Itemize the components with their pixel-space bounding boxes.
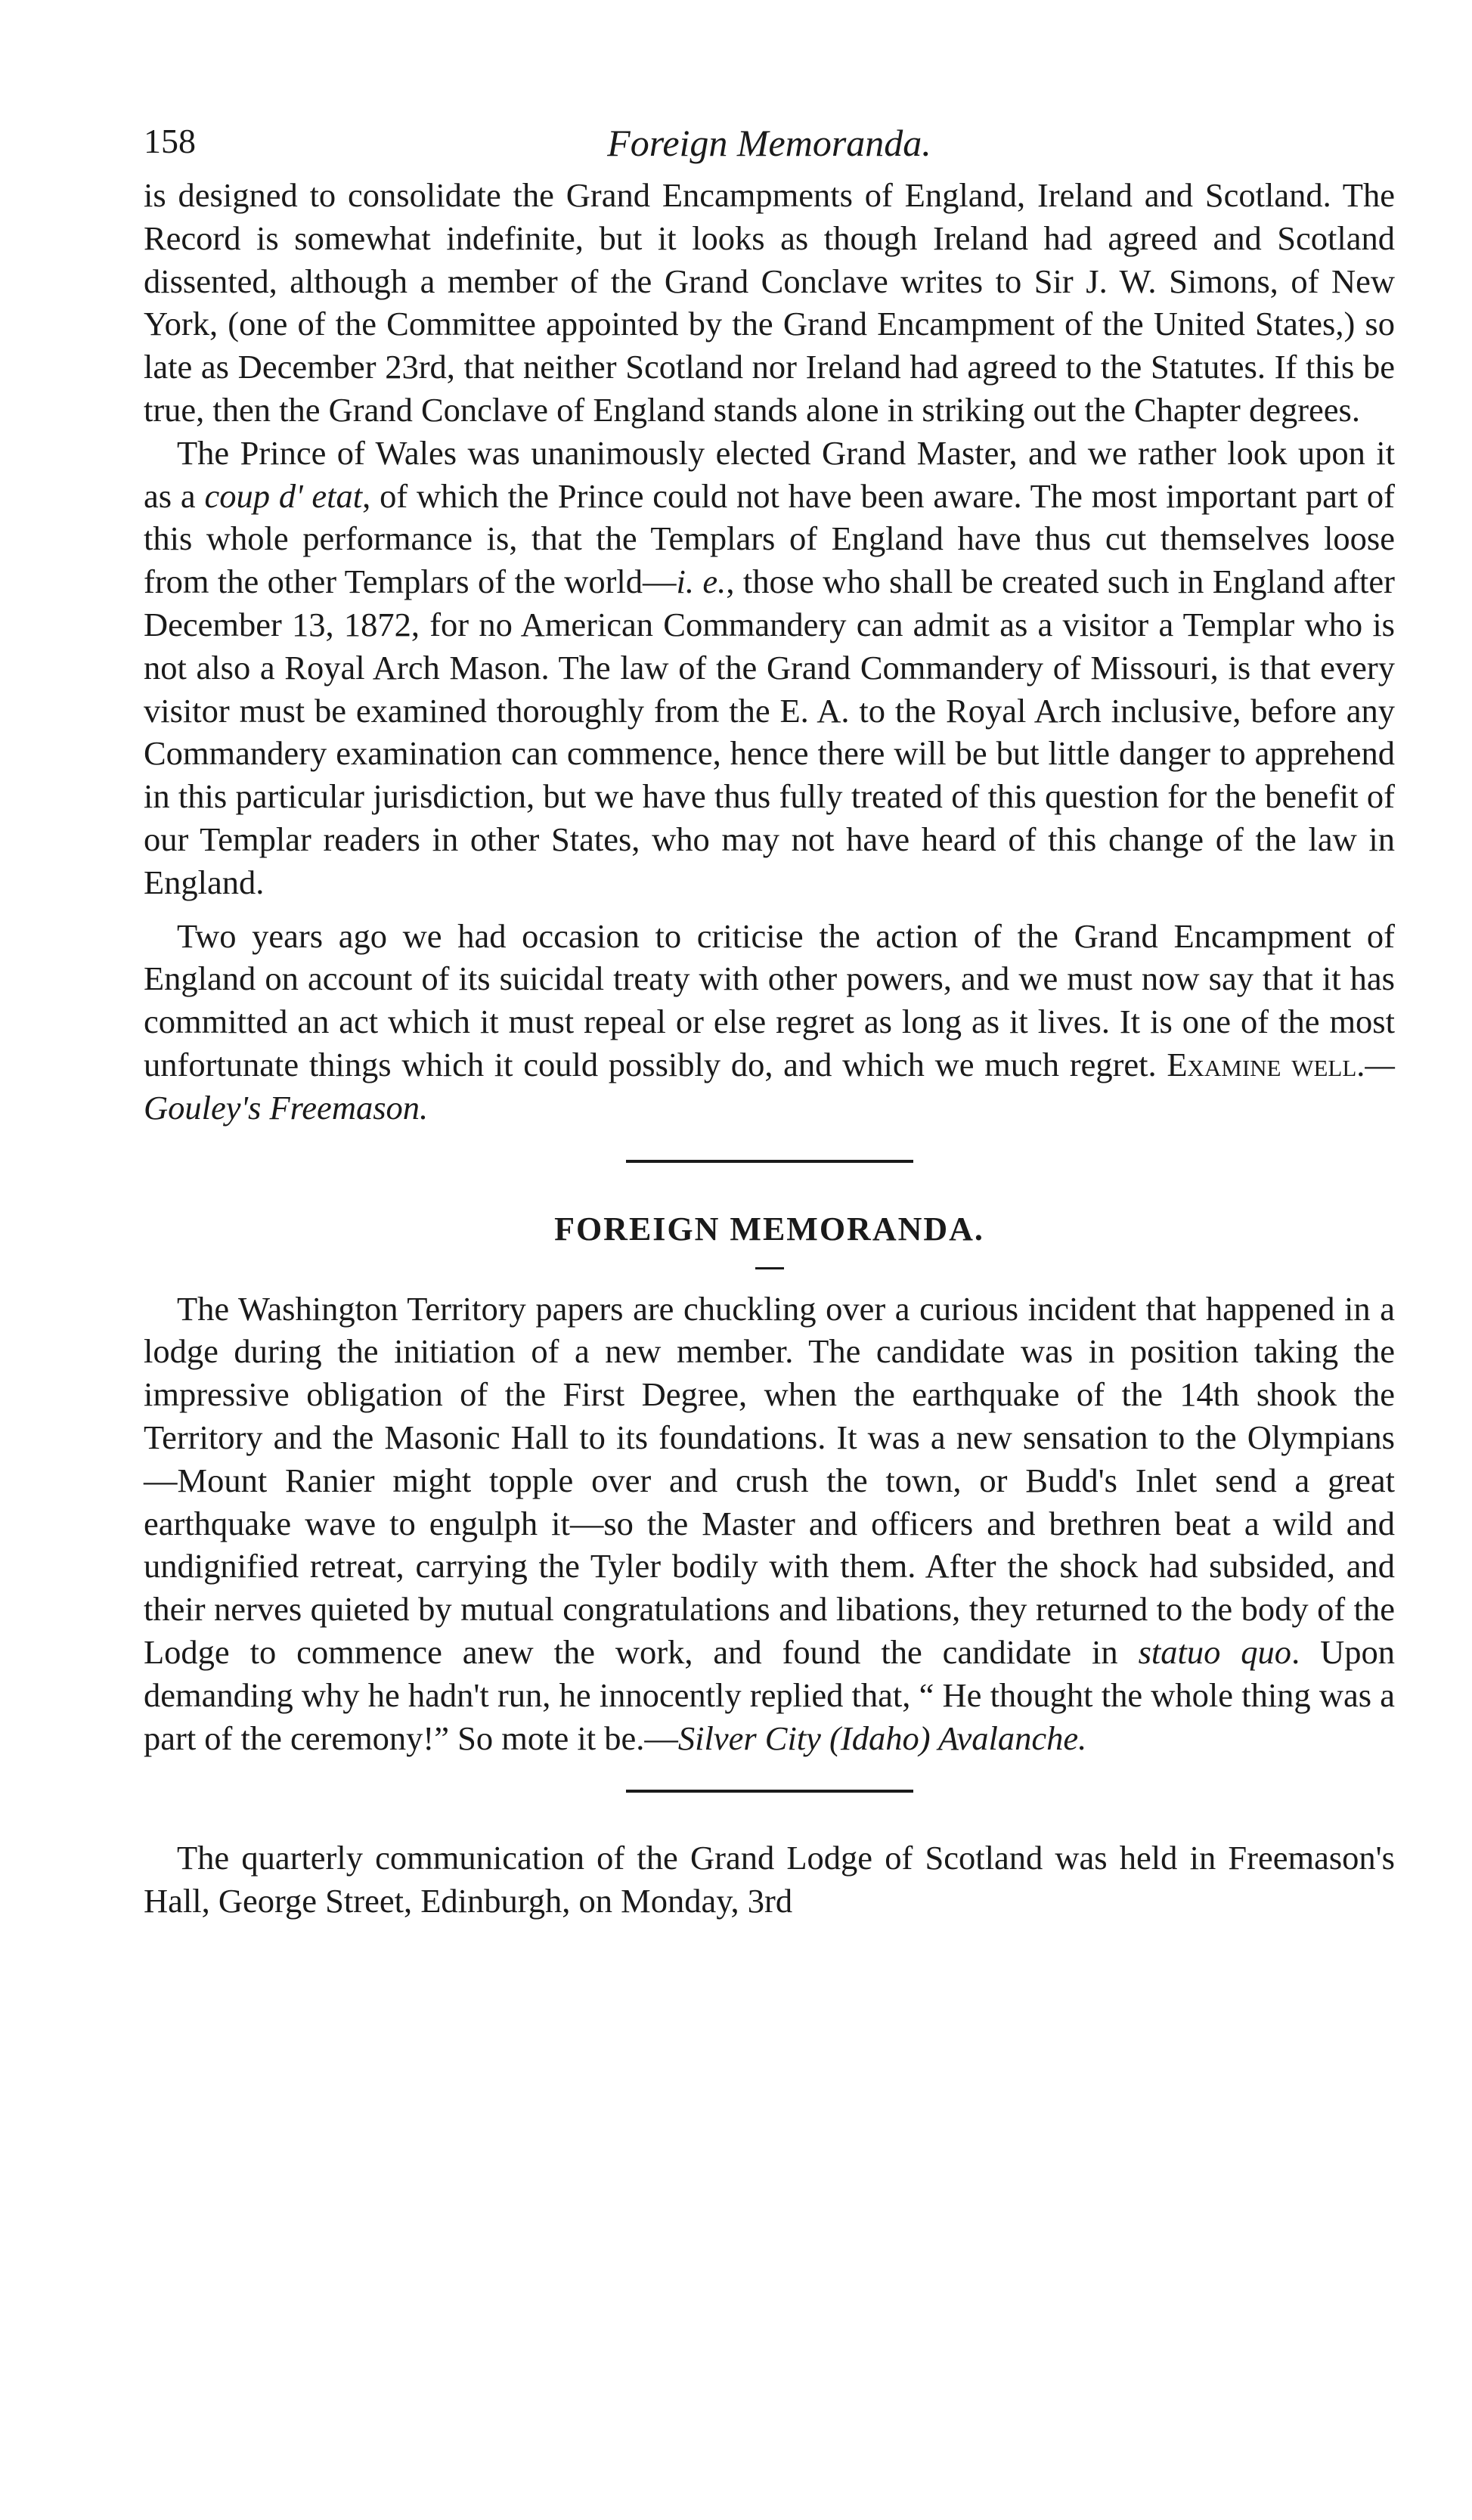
article1-paragraph-2-part-b: , of which the Prince could not have been aware. The most important part of this whole performance is, that the Templars of England have thus cut themselves loose from the other Templars of the world— (144, 476, 1395, 601)
article2-paragraph-1 (144, 1288, 1395, 1760)
article1-paragraph-2-ie: i. e. (676, 563, 727, 601)
article2-source: Silver City (Idaho) Avalanche. (677, 1719, 1087, 1757)
article1-source: —Gouley's Freemason. (144, 1045, 1395, 1127)
running-head (144, 113, 1395, 174)
running-title: Foreign Memoranda. (607, 122, 931, 164)
article1-paragraph-3 (144, 915, 1395, 1130)
article2-paragraph-1-part-a: The Washington Territory papers are chuckling over a curious incident that happened in a lodge during the initiation of a new member. The candidate was in position taking the impressive obligation of the First Degree, when the earthquake of the 14th shook the Territory and the Masonic Hall to its foundations. It was a new sensation to the Olympians—Mount Ranier might topple over and crush the town, or Budd's Inlet send a great earthquake wave to engulph it—so the Master and officers and brethren beat a wild and undignified retreat, carrying the Tyler bodily with them. After the shock had subsided, and their nerves quieted by mutual congratulations and libations, they returned to the body of the Lodge to commence anew the work, and found the candidate in (144, 1289, 1395, 1671)
article1-signoff: Examine well. (1167, 1045, 1365, 1083)
article2-paragraph-1-part-b: . Upon demanding why he hadn't run, he innocently replied that, “ He thought the whole thing was a part of the ceremony!” So mote it be.— (144, 1632, 1395, 1757)
page-number: 158 (144, 122, 196, 160)
article2-paragraph-1-italic: statuo quo (1138, 1632, 1292, 1671)
article1-paragraph-3-text: Two years ago we had occasion to criticise the action of the Grand Encampment of England on account of its suicidal treaty with other powers, and we must now say that it has committed an act which it must repeal or else regret as long as it lives. It is one of the most unfortunate things which it could possibly do, and which we much regret. (144, 916, 1395, 1083)
article1-paragraph-1: is designed to consolidate the Grand Encampments of England, Ireland and Scotland. The Record is somewhat indefinite, but it looks as though Ireland had agreed and Scotland dissented, although a member of the Grand Conclave writes to Sir J. W. Simons, of New York, (one of the Committee appointed by the Grand Encampment of the United States,) so late as December 23rd, that neither Scotland nor Ireland had agreed to the Statutes. If this be true, then the Grand Conclave of England stands alone in striking out the Chapter degrees. (144, 176, 1395, 429)
article-divider-rule (626, 1790, 913, 1793)
article3-paragraph-1: The quarterly communication of the Grand Lodge of Scotland was held in Freemason's Hall, George Street, Edinburgh, on Monday, 3rd (144, 1839, 1395, 1920)
article1-paragraph-2-italic: coup d' etat (204, 476, 363, 515)
section-divider-rule (626, 1160, 913, 1163)
heading-dash (755, 1267, 784, 1269)
article1-paragraph-2-part-c: , those who shall be created such in England after December 13, 1872, for no American Commandery can admit as a visitor a Templar who is not also a Royal Arch Mason. The law of the Grand Commandery of Missouri, is that every visitor must be examined thoroughly from the E. A. to the Royal Arch inclusive, before any Commandery examination can commence, hence there will be but little danger to apprehend in this particular jurisdiction, but we have thus fully treated of this question for the benefit of our Templar readers in other States, who may not have heard of this change of the law in England. (144, 563, 1395, 901)
section-heading: FOREIGN MEMORANDA. (554, 1210, 984, 1248)
article1-paragraph-2-part-a: The Prince of Wales was unanimously elected Grand Master, and we rather look upon it as a (144, 433, 1395, 515)
article1-paragraph-2 (144, 432, 1395, 904)
page (144, 113, 1395, 1923)
